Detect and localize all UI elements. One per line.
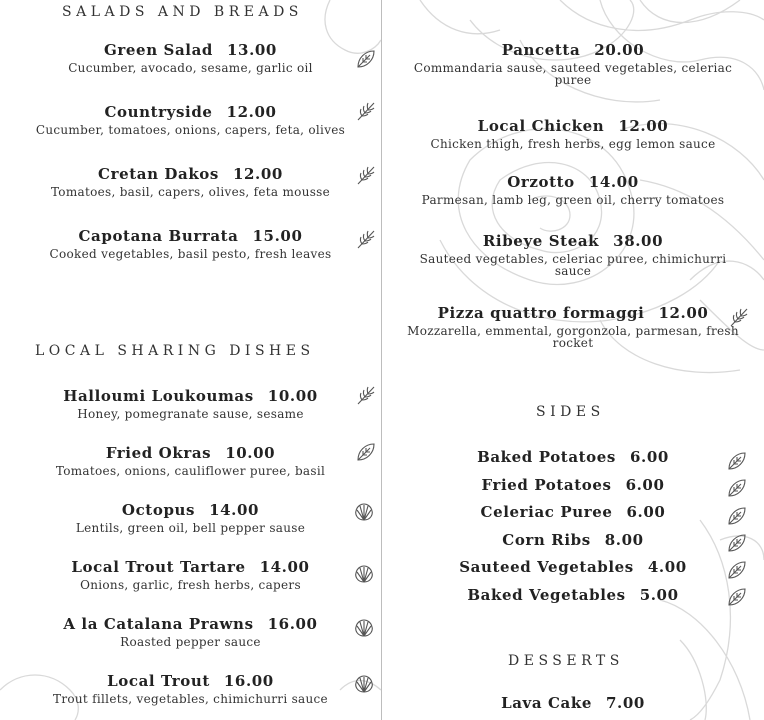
item-description: Commandaria sause, sauteed vegetables, celeriac [413, 61, 733, 75]
item-name: A la Catalana Prawns [63, 615, 254, 633]
item-price: 14.00 [588, 173, 639, 191]
item-name: Corn Ribs [502, 531, 591, 549]
item-description-cont: sauce [554, 264, 592, 278]
item-price: 10.00 [267, 387, 318, 405]
item-price: 16.00 [267, 615, 318, 633]
item-description: Tomatoes, onions, cauliflower puree, basil [55, 464, 326, 478]
item-name: Celeriac Puree [480, 503, 613, 521]
item-price: 14.00 [259, 558, 310, 576]
item-description: Mozzarella, emmental, gorgonzola, parmesan, fresh [407, 324, 739, 338]
item-name: Baked Potatoes [477, 448, 616, 466]
item-price: 5.00 [639, 586, 679, 604]
herb-sprig-icon [355, 228, 377, 250]
menu-item [382, 304, 764, 349]
item-description: Cucumber, avocado, sesame, garlic oil [68, 61, 313, 75]
menu-item [382, 232, 764, 277]
menu-item [0, 41, 381, 74]
item-name: Orzotto [507, 173, 575, 191]
item-name: Cretan Dakos [98, 165, 219, 183]
item-name: Capotana Burrata [78, 227, 239, 245]
item-name: Octopus [121, 501, 196, 519]
herb-sprig-icon [355, 100, 377, 122]
item-price: 12.00 [618, 117, 669, 135]
item-price: 13.00 [227, 41, 277, 59]
item-name: Local Trout [107, 672, 210, 690]
item-price: 7.00 [605, 694, 645, 712]
column-divider [381, 0, 382, 720]
dessert-item [382, 694, 764, 712]
item-name: Ribeye Steak [482, 232, 600, 250]
item-name: Local Chicken [477, 117, 605, 135]
item-description: Honey, pomegranate sause, sesame [77, 407, 304, 421]
item-price: 6.00 [626, 503, 666, 521]
item-description: Cucumber, tomatoes, onions, capers, feta, olives [35, 123, 346, 137]
section-heading-sharing: LOCAL SHARING DISHES [35, 343, 315, 359]
shell-icon [353, 563, 375, 585]
menu-item [0, 444, 381, 477]
item-name: Fried Potatoes [481, 476, 612, 494]
shell-icon [353, 617, 375, 639]
item-name: Baked Vegetables [467, 586, 626, 604]
item-description: Onions, garlic, fresh herbs, capers [80, 578, 301, 592]
section-heading-desserts: DESSERTS [508, 653, 624, 669]
leaf-icon [726, 586, 748, 608]
item-price: 6.00 [629, 448, 669, 466]
section-heading-sides: SIDES [536, 404, 605, 420]
item-description: Chicken thigh, fresh herbs, egg lemon sauce [430, 137, 716, 151]
item-name: Green Salad [104, 41, 213, 59]
menu-item [0, 387, 381, 420]
item-price: 8.00 [604, 531, 644, 549]
item-name: Lava Cake [501, 694, 592, 712]
side-item [382, 476, 764, 494]
leaf-icon [355, 441, 377, 463]
leaf-icon [726, 477, 748, 499]
item-price: 6.00 [625, 476, 665, 494]
item-price: 4.00 [647, 558, 687, 576]
item-description: Roasted pepper sauce [120, 635, 261, 649]
item-description-cont: puree [554, 73, 592, 87]
herb-sprig-icon [728, 306, 750, 328]
side-item [382, 503, 764, 521]
herb-sprig-icon [355, 384, 377, 406]
item-price: 16.00 [223, 672, 274, 690]
side-item [382, 558, 764, 576]
item-name: Local Trout Tartare [71, 558, 246, 576]
item-name: Pancetta [501, 41, 581, 59]
item-price: 14.00 [209, 501, 260, 519]
menu-item [0, 558, 381, 591]
side-item [382, 531, 764, 549]
side-item [382, 586, 764, 604]
item-name: Halloumi Loukoumas [63, 387, 254, 405]
item-name: Sauteed Vegetables [459, 558, 634, 576]
leaf-icon [726, 559, 748, 581]
item-price: 10.00 [225, 444, 276, 462]
item-description: Tomatoes, basil, capers, olives, feta mousse [50, 185, 331, 199]
item-description: Cooked vegetables, basil pesto, fresh leaves [49, 247, 332, 261]
section-heading-salads: SALADS AND BREADS [62, 4, 303, 20]
herb-sprig-icon [355, 164, 377, 186]
item-price: 12.00 [658, 304, 709, 322]
shell-icon [353, 501, 375, 523]
item-price: 12.00 [226, 103, 277, 121]
menu-item [0, 103, 381, 136]
leaf-icon [726, 532, 748, 554]
item-name: Pizza quattro formaggi [437, 304, 645, 322]
menu-item [0, 501, 381, 534]
leaf-icon [355, 48, 377, 70]
item-description-cont: rocket [552, 336, 594, 350]
leaf-icon [726, 505, 748, 527]
menu-item [0, 672, 381, 705]
item-description: Trout fillets, vegetables, chimichurri sauce [53, 692, 328, 706]
menu-item [382, 41, 764, 86]
item-name: Fried Okras [105, 444, 212, 462]
item-price: 20.00 [594, 41, 645, 59]
shell-icon [353, 673, 375, 695]
item-description: Sauteed vegetables, celeriac puree, chimichurri [419, 252, 727, 266]
side-item [382, 448, 764, 466]
menu-item [382, 117, 764, 150]
item-price: 15.00 [252, 227, 303, 245]
menu-item [0, 165, 381, 198]
item-name: Countryside [104, 103, 213, 121]
leaf-icon [726, 450, 748, 472]
item-description: Lentils, green oil, bell pepper sause [75, 521, 306, 535]
menu-item [382, 173, 764, 206]
menu-item [0, 227, 381, 260]
item-description: Parmesan, lamb leg, green oil, cherry tomatoes [421, 193, 725, 207]
item-price: 12.00 [232, 165, 283, 183]
item-price: 38.00 [613, 232, 664, 250]
menu-item [0, 615, 381, 648]
